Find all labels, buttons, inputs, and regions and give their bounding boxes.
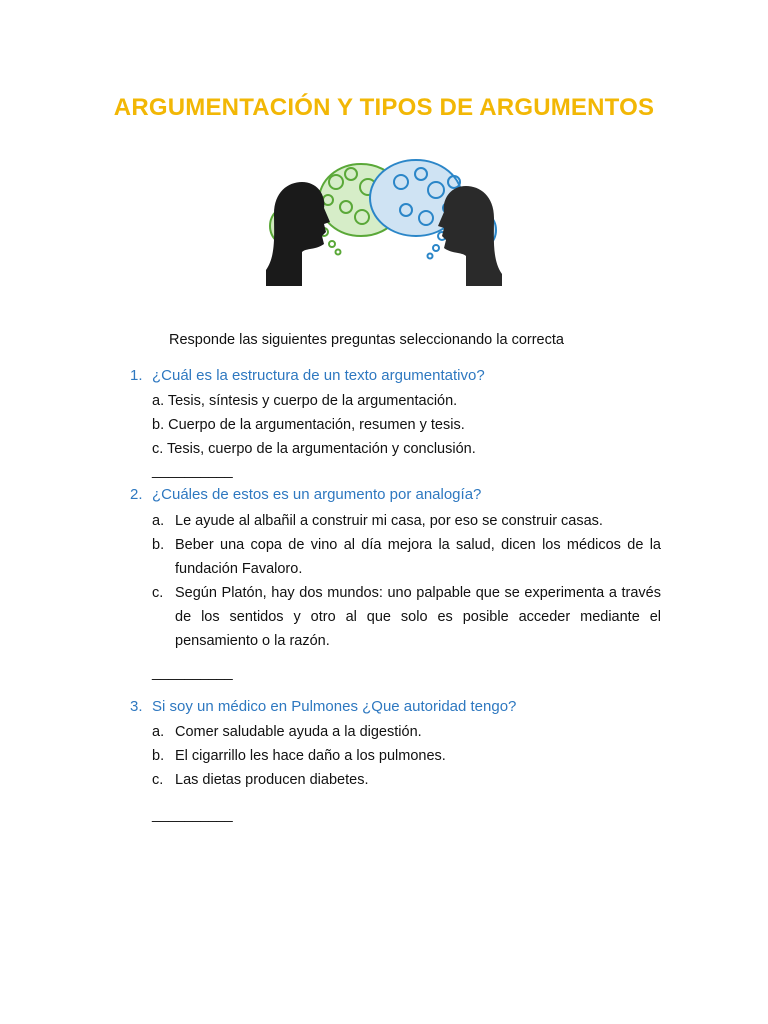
question-2-answer-blank[interactable]: __________	[152, 665, 233, 681]
question-number: 2.	[130, 486, 143, 503]
question-2-option-b: Beber una copa de vino al día mejora la salud, dicen los médicos de la fundación Favaloro.	[175, 537, 661, 577]
option-letter: c.	[152, 772, 164, 788]
option-letter: b.	[152, 537, 165, 553]
question-text: Si soy un médico en Pulmones ¿Que autoridad tengo?	[152, 698, 517, 715]
question-2-heading	[130, 486, 481, 503]
page-title: ARGUMENTACIÓN Y TIPOS DE ARGUMENTOS	[113, 94, 655, 121]
question-2-option-c: Según Platón, hay dos mundos: uno palpable que se experimenta a través de los sentidos y otro al que solo es posible acceder mediante el pensamiento o la razón.	[175, 585, 661, 649]
instruction-text: Responde las siguientes preguntas seleccionando la correcta	[169, 332, 564, 348]
question-number: 1.	[130, 367, 143, 384]
question-1-option-a: a. Tesis, síntesis y cuerpo de la argumentación.	[152, 393, 458, 409]
question-3-heading	[130, 698, 516, 715]
question-text: ¿Cuáles de estos es un argumento por analogía?	[152, 486, 482, 503]
option-letter: c.	[152, 585, 164, 601]
option-letter: a.	[152, 513, 165, 529]
question-text: ¿Cuál es la estructura de un texto argumentativo?	[152, 367, 485, 384]
question-3-answer-blank[interactable]: __________	[152, 807, 233, 823]
question-1-option-c: c. Tesis, cuerpo de la argumentación y conclusión.	[152, 441, 476, 457]
question-3-option-a: Comer saludable ayuda a la digestión.	[175, 724, 422, 740]
question-1-answer-blank[interactable]: __________	[152, 463, 233, 479]
question-1-heading	[130, 367, 485, 384]
question-1-option-b: b. Cuerpo de la argumentación, resumen y tesis.	[152, 417, 465, 433]
question-2-option-a: Le ayude al albañil a construir mi casa, por eso se construir casas.	[175, 513, 603, 529]
question-number: 3.	[130, 698, 143, 715]
left-head-silhouette	[266, 182, 330, 286]
option-letter: b.	[152, 748, 165, 764]
dialogue-illustration	[266, 152, 502, 286]
right-head-silhouette	[438, 186, 502, 286]
option-letter: a.	[152, 724, 165, 740]
question-3-option-c: Las dietas producen diabetes.	[175, 772, 369, 788]
question-3-option-b: El cigarrillo les hace daño a los pulmones.	[175, 748, 446, 764]
